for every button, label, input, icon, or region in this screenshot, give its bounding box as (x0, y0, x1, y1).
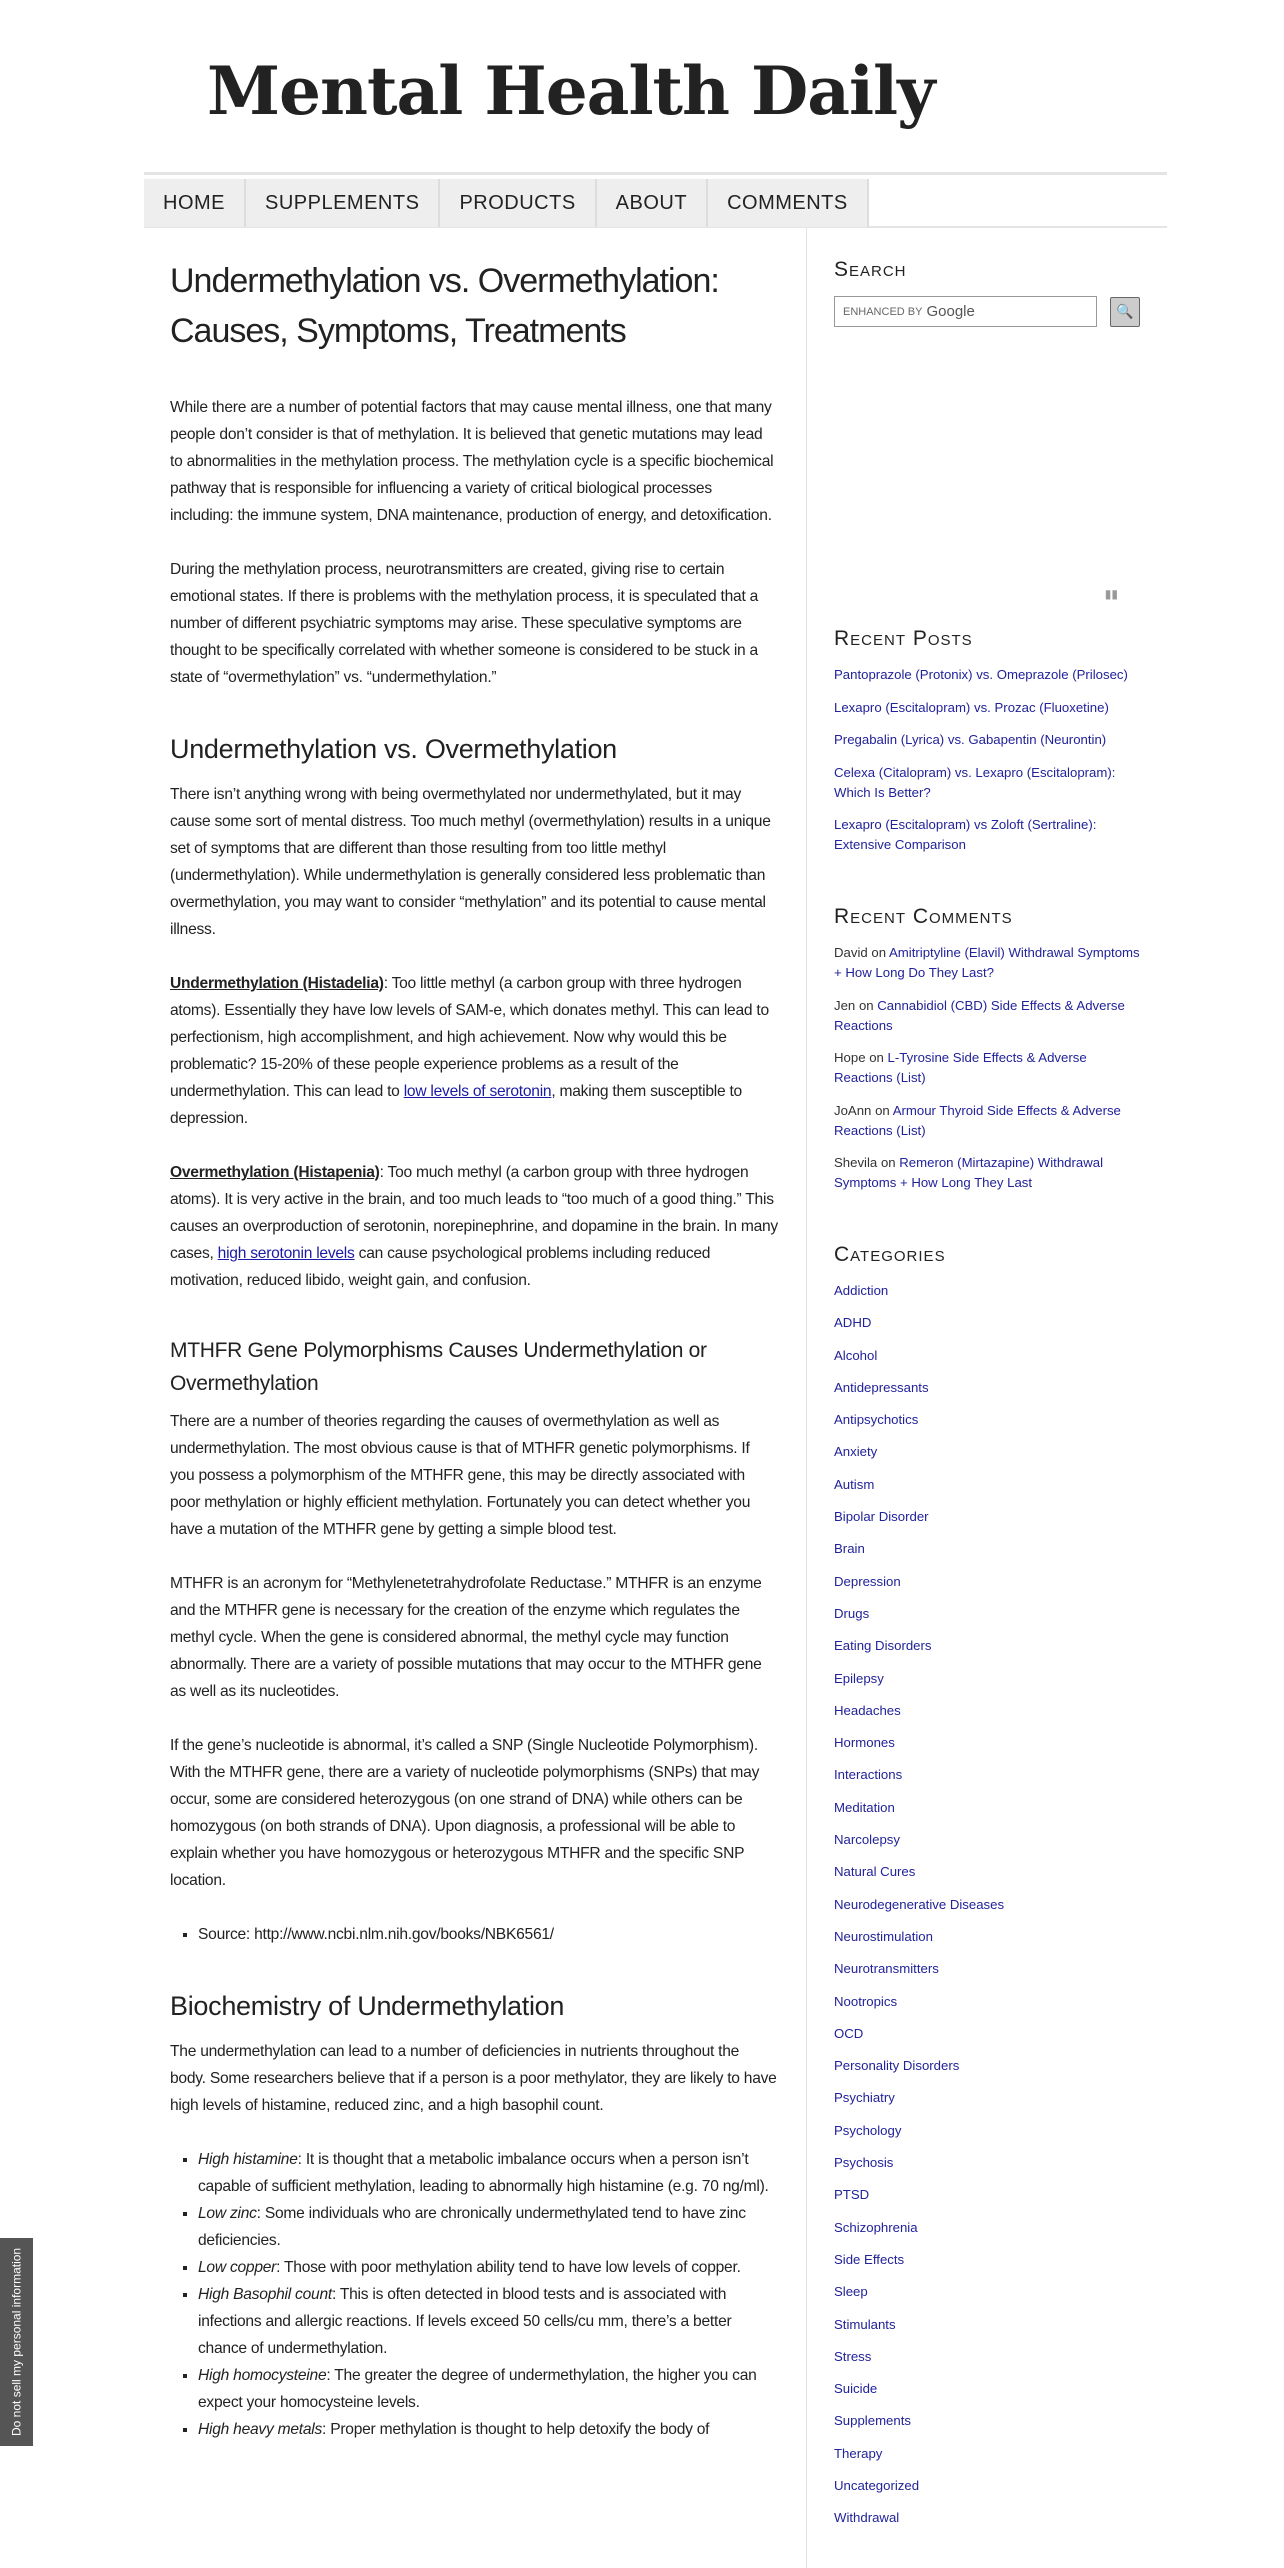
comment-post-link[interactable]: Cannabidiol (CBD) Side Effects & Adverse Reactions (834, 997, 1125, 1033)
term-label: Overmethylation (Histapenia) (170, 1164, 380, 1181)
category-link[interactable]: Therapy (834, 2445, 883, 2461)
deficiency-list (198, 2146, 778, 2443)
category-link[interactable]: Sleep (834, 2284, 868, 2300)
categories-list (834, 1281, 1144, 2528)
main-navigation (144, 172, 1167, 228)
list-item (198, 2416, 778, 2443)
list-item (198, 2146, 778, 2200)
category-item (834, 1507, 1144, 1527)
recent-post-item (834, 763, 1144, 803)
on-word: on (871, 945, 887, 960)
category-item (834, 1475, 1144, 1495)
recent-post-item (834, 730, 1144, 750)
list-item (198, 2254, 778, 2281)
category-link[interactable]: Eating Disorders (834, 1638, 932, 1654)
category-link[interactable]: Headaches (834, 1702, 901, 1718)
item-term: High heavy metals (198, 2421, 323, 2438)
on-word: on (858, 997, 874, 1013)
article (170, 256, 778, 2443)
source-list (198, 1921, 778, 1948)
category-item (834, 1442, 1144, 1462)
comment-author: Hope (834, 1050, 866, 1065)
category-item (834, 2347, 1144, 2367)
categories-title: Categories (834, 1243, 946, 1266)
item-text: : The greater the degree of undermethylation, the higher you can expect your homocysteine levels. (198, 2367, 757, 2411)
text: : Too much methyl (a carbon group with three hydrogen atoms). It is very active in the brain, and too much leads to “too much of a good thing.” This causes an overproduction of serotonin, norepinephrine, and dopamine in the brain. In many cases, (170, 1164, 778, 1262)
category-link[interactable]: Autism (834, 1476, 875, 1492)
paragraph: During the methylation process, neurotransmitters are created, giving rise to certain emotional states. If there is problems with the methylation process, it is speculated that a number of different psychiatric symptoms may arise. These speculative symptoms are thought to be specifically correlated with whether someone is considered to be stuck in a state of “overmethylation” vs. “undermethylation.” (170, 561, 759, 686)
category-item (834, 2476, 1144, 2496)
category-link[interactable]: Suicide (834, 2381, 878, 2397)
category-link[interactable]: Stress (834, 2348, 872, 2364)
category-item (834, 2185, 1144, 2205)
category-link[interactable]: Natural Cures (834, 1864, 916, 1880)
comment-post-link[interactable]: Armour Thyroid Side Effects & Adverse Reactions (List) (834, 1102, 1121, 1138)
paragraph: There isn’t anything wrong with being overmethylated nor undermethylated, but it may cause some sort of mental distress. Too much methyl (overmethylation) results in a unique set of symptoms that are different than those resulting from too little methyl (undermethylation). While undermethylation is generally considered less problematic than overmethylation, you may want to consider “methylation” and its potential to cause mental illness. (170, 786, 771, 938)
site-title[interactable]: Mental Health Daily (207, 52, 935, 130)
recent-comments-list (834, 943, 1144, 1193)
category-link[interactable]: Antipsychotics (834, 1412, 919, 1428)
item-text: : This is often detected in blood tests and is associated with infections and allergic reactions. If levels exceed 50 cells/cu mm, there’s a better chance of undermethylation. (198, 2286, 732, 2357)
serotonin-link[interactable]: low levels of serotonin (403, 1083, 552, 1100)
category-link[interactable]: Personality Disorders (834, 2058, 960, 2074)
recent-post-link[interactable]: Pantoprazole (Protonix) vs. Omeprazole (Prilosec) (834, 667, 1128, 682)
category-item (834, 2024, 1144, 2044)
nav-home[interactable]: HOME (144, 179, 246, 227)
recent-post-item (834, 665, 1144, 685)
category-link[interactable]: Nootropics (834, 1993, 898, 2009)
recent-post-link[interactable]: Celexa (Citalopram) vs. Lexapro (Escitalopram): Which Is Better? (834, 764, 1116, 800)
category-link[interactable]: Addiction (834, 1283, 889, 1298)
category-item (834, 1733, 1144, 1753)
recent-comment-item (834, 1101, 1144, 1141)
category-link[interactable]: Neurostimulation (834, 1928, 933, 1944)
ad-choices-icon[interactable]: ▮▮ (1104, 587, 1118, 601)
category-item (834, 2153, 1144, 2173)
source-item: ▪ Source: http://www.ncbi.nlm.nih.gov/books/NBK6561/ (198, 1921, 778, 1948)
comment-post-link[interactable]: L-Tyrosine Side Effects & Adverse Reactions (List) (834, 1050, 1087, 1085)
search-input[interactable] (834, 296, 1097, 327)
category-link[interactable]: Antidepressants (834, 1379, 929, 1395)
category-link[interactable]: OCD (834, 2025, 864, 2041)
recent-posts-title: Recent Posts (834, 627, 973, 650)
do-not-sell-button[interactable]: Do not sell my personal information (0, 2238, 33, 2446)
item-term: High homocysteine (198, 2367, 327, 2384)
paragraph: MTHFR is an acronym for “Methylenetetrahydrofolate Reductase.” MTHFR is an enzyme and the MTHFR gene is necessary for the creation of the enzyme which regulates the methyl cycle. When the gene is considered abnormal, the methyl cycle may function abnormally. There are a variety of possible mutations that may occur to the MTHFR gene as well as its nucleotides. (170, 1575, 762, 1700)
category-item (834, 2056, 1144, 2076)
category-item (834, 2250, 1144, 2270)
search-title: Search (834, 258, 907, 281)
nav-supplements[interactable]: SUPPLEMENTS (246, 179, 440, 227)
text: : Too little methyl (a carbon group with three hydrogen atoms). Essentially they have low levels of SAM-e, which donates methyl. This can lead to perfectionism, high accomplishment, and high achievement. Now why would this be problematic? 15-20% of these people experience problems as a result of the undermethylation. This can lead to (170, 975, 769, 1100)
category-link[interactable]: Schizophrenia (834, 2219, 918, 2235)
nav-comments[interactable]: COMMENTS (708, 179, 869, 227)
category-item (834, 2508, 1144, 2528)
google-brand: Google (926, 303, 975, 320)
section-heading: Biochemistry of Undermethylation (170, 1991, 565, 2021)
term-label: Undermethylation (Histadelia) (170, 975, 384, 992)
category-link[interactable]: Side Effects (834, 2251, 905, 2267)
category-link[interactable]: Narcolepsy (834, 1832, 900, 1848)
high-serotonin-link[interactable]: high serotonin levels (217, 1245, 355, 1262)
category-item (834, 1378, 1144, 1398)
section-heading: Undermethylation vs. Overmethylation (170, 734, 617, 764)
item-term: High Basophil count (198, 2286, 332, 2303)
category-item (834, 1281, 1144, 1301)
category-link[interactable]: ADHD (834, 1315, 872, 1331)
category-link[interactable]: PTSD (834, 2187, 870, 2203)
on-word: on (875, 1102, 890, 1118)
recent-posts-list (834, 665, 1144, 855)
category-link[interactable]: Psychiatry (834, 2090, 895, 2106)
item-term: Low zinc (198, 2205, 257, 2222)
category-item (834, 1798, 1144, 1818)
recent-comment-item (834, 1048, 1144, 1088)
comment-author: Shevila (834, 1155, 878, 1170)
category-item (834, 1862, 1144, 1882)
ad-slot (834, 327, 1144, 627)
category-link[interactable]: Brain (834, 1541, 865, 1557)
category-item (834, 1765, 1144, 1785)
paragraph: The undermethylation can lead to a number of deficiencies in nutrients throughout the body. Some researchers believe that if a person is a poor methylator, they are likely to have high levels of histamine, reduced zinc, and a high basophil count. (170, 2043, 777, 2114)
category-item (834, 1604, 1144, 1624)
category-item (834, 1895, 1144, 1915)
category-link[interactable]: Alcohol (834, 1347, 878, 1363)
category-item (834, 2315, 1144, 2335)
paragraph: There are a number of theories regarding the causes of overmethylation as well as undermethylation. The most obvious cause is that of MTHFR genetic polymorphisms. If you possess a polymorphism of the MTHFR gene, this may be directly associated with poor methylation or highly efficient methylation. Fortunately you can detect whether you have a mutation of the MTHFR gene by getting a simple blood test. (170, 1413, 751, 1538)
category-link[interactable]: Psychology (834, 2122, 902, 2138)
item-text: : Proper methylation is thought to help detoxify the body of (322, 2421, 710, 2438)
category-link[interactable]: Withdrawal (834, 2510, 900, 2526)
category-link[interactable]: Supplements (834, 2413, 911, 2429)
category-item (834, 1346, 1144, 1366)
category-item (834, 1959, 1144, 1979)
item-text: : It is thought that a metabolic imbalance occurs when a person isn’t capable of sufficient methylation, leading to abnormally high histamine (e.g. 70 ng/ml). (198, 2151, 769, 2195)
category-link[interactable]: Stimulants (834, 2316, 896, 2332)
category-link[interactable]: Interactions (834, 1767, 903, 1783)
comment-post-link[interactable]: Amitriptyline (Elavil) Withdrawal Symptoms + How Long Do They Last? (834, 945, 1140, 980)
overmethylation-paragraph (170, 1159, 778, 1294)
category-item (834, 2282, 1144, 2302)
recent-post-link[interactable]: Lexapro (Escitalopram) vs Zoloft (Sertraline): Extensive Comparison (834, 817, 1097, 852)
category-item (834, 1313, 1144, 1333)
category-item (834, 1636, 1144, 1656)
category-item (834, 1830, 1144, 1850)
nav-products[interactable]: PRODUCTS (440, 179, 596, 227)
recent-post-item (834, 815, 1144, 855)
list-item (198, 2362, 778, 2416)
comment-author: David (834, 945, 868, 960)
nav-about[interactable]: ABOUT (597, 179, 708, 227)
category-item (834, 2088, 1144, 2108)
category-link[interactable]: Psychosis (834, 2155, 894, 2171)
category-item (834, 1539, 1144, 1559)
list-item (198, 2200, 778, 2254)
category-link[interactable]: Neurotransmitters (834, 1961, 939, 1977)
recent-comments-title: Recent Comments (834, 905, 1013, 928)
comment-author: Jen (834, 997, 856, 1013)
paragraph: While there are a number of potential factors that may cause mental illness, one that many people don’t consider is that of methylation. It is believed that genetic mutations may lead to abnormalities in the methylation process. The methylation cycle is a specific biochemical pathway that is responsible for influencing a variety of critical biological processes including: the immune system, DNA maintenance, production of energy, and detoxification. (170, 399, 774, 524)
category-link[interactable]: Neurodegenerative Diseases (834, 1896, 1005, 1912)
recent-comment-item (834, 1153, 1144, 1193)
category-item (834, 1992, 1144, 2012)
search-button[interactable] (1110, 297, 1140, 327)
category-item (834, 1410, 1144, 1430)
on-word: on (880, 1155, 896, 1170)
category-item (834, 1701, 1144, 1721)
on-word: on (869, 1050, 884, 1065)
category-item (834, 2411, 1144, 2431)
recent-post-link[interactable]: Pregabalin (Lyrica) vs. Gabapentin (Neurontin) (834, 732, 1107, 747)
item-term: Low copper (198, 2259, 277, 2276)
item-term: High histamine (198, 2151, 298, 2168)
category-item (834, 2218, 1144, 2238)
category-item (834, 2379, 1144, 2399)
placeholder-prefix: ENHANCED BY (843, 305, 923, 318)
category-link[interactable]: Epilepsy (834, 1670, 884, 1686)
category-item (834, 1927, 1144, 1947)
category-item (834, 1572, 1144, 1592)
text: can cause psychological problems including reduced motivation, reduced libido, weight gain, and confusion. (170, 1245, 711, 1289)
column-divider (806, 228, 807, 2568)
item-text: : Some individuals who are chronically undermethylated tend to have zinc deficiencies. (198, 2205, 746, 2249)
category-link[interactable]: Anxiety (834, 1444, 878, 1460)
paragraph: If the gene’s nucleotide is abnormal, it’s called a SNP (Single Nucleotide Polymorphism). With the MTHFR gene, there are a variety of nucleotide polymorphisms (SNPs) that may occur, some are considered heterozygous (on one strand of DNA) while others can be homozygous (on both strands of DNA). Upon diagnosis, a professional will be able to explain whether you have homozygous or heterozygous MTHFR and the specific SNP location. (170, 1737, 760, 1889)
text: , making them susceptible to depression. (170, 1083, 742, 1127)
comment-author: JoAnn (834, 1102, 872, 1118)
undermethylation-paragraph (170, 970, 778, 1132)
recent-post-item (834, 698, 1144, 718)
magnifier-icon: 🔍 (1116, 303, 1134, 319)
comment-post-link[interactable]: Remeron (Mirtazapine) Withdrawal Symptoms + How Long They Last (834, 1155, 1104, 1190)
category-link[interactable]: Bipolar Disorder (834, 1509, 929, 1525)
category-link[interactable]: Drugs (834, 1605, 870, 1621)
category-link[interactable]: Meditation (834, 1799, 895, 1815)
article-title: Undermethylation vs. Overmethylation: Causes, Symptoms, Treatments (170, 262, 719, 350)
category-item (834, 2444, 1144, 2464)
category-item (834, 1669, 1144, 1689)
recent-comment-item (834, 943, 1144, 983)
subsection-heading: MTHFR Gene Polymorphisms Causes Undermethylation or Overmethylation (170, 1339, 707, 1395)
item-text: : Those with poor methylation ability tend to have low levels of copper. (276, 2259, 741, 2276)
recent-comment-item (834, 996, 1144, 1036)
recent-post-link[interactable]: Lexapro (Escitalopram) vs. Prozac (Fluoxetine) (834, 699, 1109, 715)
category-link[interactable]: Uncategorized (834, 2477, 920, 2493)
category-item (834, 2121, 1144, 2141)
sidebar (834, 258, 1144, 2528)
category-link[interactable]: Depression (834, 1573, 901, 1589)
list-item (198, 2281, 778, 2362)
category-link[interactable]: Hormones (834, 1735, 895, 1751)
